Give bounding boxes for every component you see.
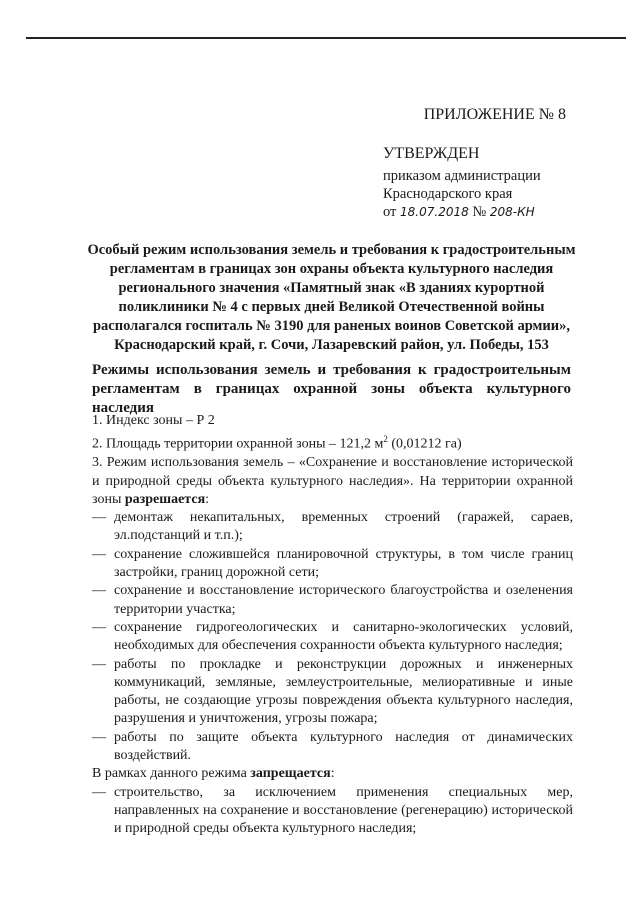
list-item: — сохранение и восстановление исторического благоустройства и озеленения территории участка; bbox=[92, 583, 573, 617]
list-item: — сохранение сложившейся планировочной структуры, в том числе границ застройки, границ дорожной сети; bbox=[92, 546, 573, 581]
handwritten-number: 208-КН bbox=[489, 205, 535, 219]
list-item: — строительство, за исключением применения специальных мер, направленных на сохранение и восстановление (регенерацию) исторической и природной среды объекта культурного наследия; bbox=[92, 784, 573, 837]
approval-line-1: приказом администрации bbox=[383, 168, 541, 184]
allowed-keyword: разрешается bbox=[124, 491, 206, 507]
list-item: — демонтаж некапитальных, временных строений (гаражей, сараев, эл.подстанций и т.п.); bbox=[92, 510, 573, 544]
document-body bbox=[92, 412, 573, 838]
list-item: — работы по защите объекта культурного наследия от динамических воздействий. bbox=[92, 729, 573, 763]
document-title: Особый режим использования земель и требования к градостроительным регламентам в границах зон охраны объекта культурного наследия регионального значения «Памятный знак «В зданиях курортной поликлиники № 4 с первых дней Великой Отечественной войны располагался госпиталь № 3190 для раненых воинов Советской армии», Краснодарский край, г. Сочи, Лазаревский район, ул. Победы, 153 bbox=[87, 242, 576, 353]
prohibited-keyword: запрещается bbox=[250, 766, 331, 782]
handwritten-date: 18.07.2018 bbox=[400, 205, 469, 219]
approval-block bbox=[383, 145, 541, 221]
approval-heading: УТВЕРЖДЕН bbox=[383, 145, 480, 162]
prohibited-list bbox=[92, 784, 573, 839]
date-prefix: от bbox=[383, 204, 397, 220]
appendix-label: ПРИЛОЖЕНИЕ № 8 bbox=[423, 106, 566, 123]
approval-date-line bbox=[383, 203, 541, 221]
item-area: 2. Площадь территории охранной зоны – 121,2 $м^2$ (0,01212 га) bbox=[92, 434, 462, 452]
list-item: — сохранение гидрогеологических и санитарно-экологических условий, необходимых для обеспечения сохранности объекта культурного наследия; bbox=[92, 619, 573, 654]
number-prefix: № bbox=[472, 204, 487, 220]
item-land-use-regime: 3. Режим использования земель – «Сохранение и восстановление исторической и природной среды объекта культурного наследия». На территории охранной зоны разрешается: bbox=[92, 455, 573, 507]
prohibited-intro: В рамках данного режима запрещается: bbox=[92, 766, 335, 782]
section-subtitle: Режимы использования земель и требования к градостроительным регламентам в границах охранной зоны объекта культурного наследия bbox=[92, 362, 571, 416]
scan-top-border bbox=[26, 37, 626, 39]
list-item: — работы по прокладке и реконструкции дорожных и инженерных коммуникаций, земляные, землеустроительные, мелиоративные и иные работы, не создающие угрозы повреждения объекта культурного наследия, разрушения и уничтожения, угрозы пожара; bbox=[92, 656, 573, 727]
allowed-list bbox=[92, 509, 573, 765]
approval-line-2: Краснодарского края bbox=[383, 186, 513, 202]
item-zone-index: 1. Индекс зоны – Р 2 bbox=[92, 413, 215, 428]
